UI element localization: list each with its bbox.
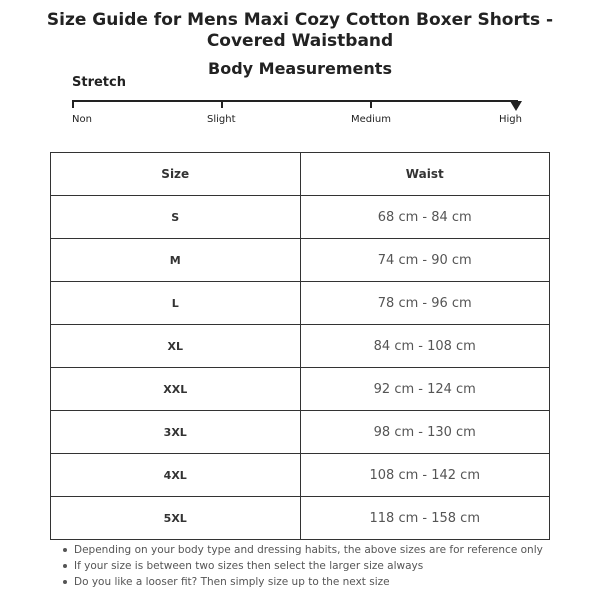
- table-row: [51, 325, 550, 368]
- title-line-2: Covered Waistband: [206, 31, 394, 51]
- size-cell: 5XL: [51, 497, 301, 540]
- waist-cell: 118 cm - 158 cm: [300, 497, 550, 540]
- table-row: [51, 282, 550, 325]
- header-waist: Waist: [300, 153, 550, 196]
- size-table: [50, 152, 550, 540]
- stretch-tick-non: [72, 100, 74, 108]
- table-row: [51, 497, 550, 540]
- stretch-tick-slight: [221, 100, 223, 108]
- notes-list: [62, 542, 543, 590]
- note-item: If your size is between two sizes then select the larger size always: [62, 558, 543, 574]
- waist-cell: 84 cm - 108 cm: [300, 325, 550, 368]
- waist-cell: 108 cm - 142 cm: [300, 454, 550, 497]
- table-header-row: [51, 153, 550, 196]
- size-cell: 4XL: [51, 454, 301, 497]
- waist-cell: 74 cm - 90 cm: [300, 239, 550, 282]
- table-row: [51, 239, 550, 282]
- note-item: Do you like a looser fit? Then simply size up to the next size: [62, 574, 543, 590]
- size-cell: 3XL: [51, 411, 301, 454]
- stretch-selected-marker-icon: [510, 101, 522, 111]
- table-row: [51, 196, 550, 239]
- stretch-scale-line: [72, 100, 518, 102]
- stretch-tick-medium: [370, 100, 372, 108]
- stretch-level-slight: Slight: [207, 114, 236, 125]
- header-size: Size: [51, 153, 301, 196]
- page-title: [0, 10, 600, 52]
- size-cell: S: [51, 196, 301, 239]
- waist-cell: 92 cm - 124 cm: [300, 368, 550, 411]
- table-row: [51, 368, 550, 411]
- size-cell: XL: [51, 325, 301, 368]
- size-cell: XXL: [51, 368, 301, 411]
- stretch-level-medium: Medium: [351, 114, 391, 125]
- size-cell: L: [51, 282, 301, 325]
- waist-cell: 68 cm - 84 cm: [300, 196, 550, 239]
- stretch-label: Stretch: [72, 75, 126, 90]
- size-cell: M: [51, 239, 301, 282]
- table-row: [51, 454, 550, 497]
- note-item: Depending on your body type and dressing habits, the above sizes are for reference only: [62, 542, 543, 558]
- waist-cell: 78 cm - 96 cm: [300, 282, 550, 325]
- stretch-level-high: High: [499, 114, 522, 125]
- waist-cell: 98 cm - 130 cm: [300, 411, 550, 454]
- table-row: [51, 411, 550, 454]
- stretch-level-non: Non: [72, 114, 92, 125]
- section-subtitle: Body Measurements: [208, 59, 392, 78]
- title-line-1: Size Guide for Mens Maxi Cozy Cotton Boxer Shorts -: [46, 10, 554, 30]
